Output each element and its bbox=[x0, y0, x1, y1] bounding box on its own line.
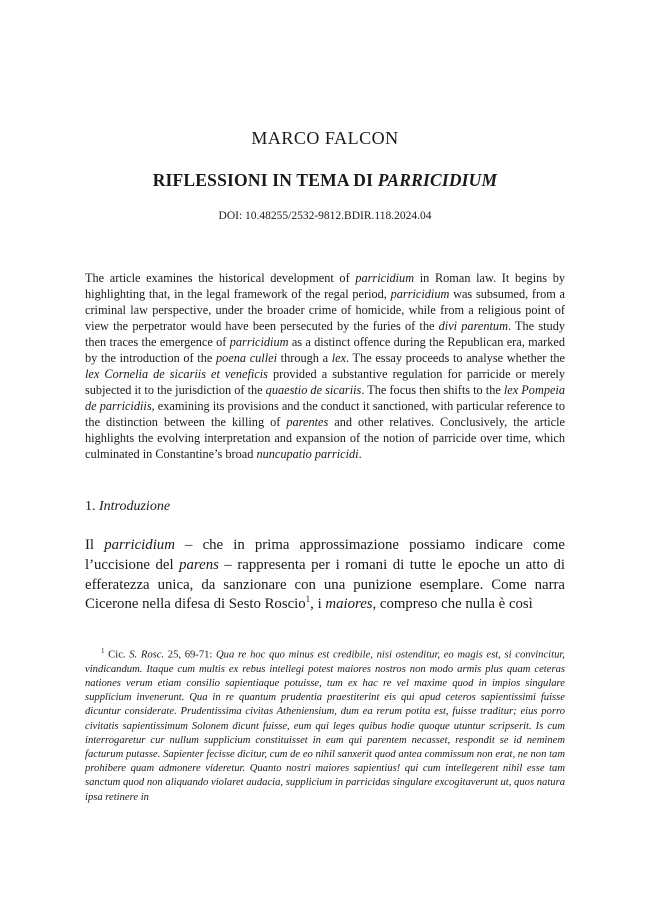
abstract-italic: parricidium bbox=[355, 271, 415, 285]
abstract-italic: parricidium bbox=[229, 335, 289, 349]
abstract-text: through a bbox=[277, 351, 332, 365]
abstract-italic: lex Pompeia de parricidiis bbox=[85, 383, 565, 413]
body-text: – che in prima approssimazione possiamo indicare come l’uccisione del bbox=[85, 537, 565, 573]
body-italic: parricidium bbox=[104, 537, 175, 553]
abstract-italic: divi parentum bbox=[438, 319, 508, 333]
abstract-italic: parricidium bbox=[390, 287, 450, 301]
abstract-text: provided a substantive regulation for parricide or merely subjected it to the jurisdiction of the bbox=[85, 367, 565, 397]
abstract bbox=[85, 270, 565, 462]
title-italic: PARRICIDIUM bbox=[377, 170, 498, 190]
doi-line: DOI: 10.48255/2532-9812.BDIR.118.2024.04 bbox=[218, 210, 432, 222]
body-text: , compreso che nulla è così bbox=[372, 596, 533, 613]
abstract-text: . The essay proceeds to analyse whether the bbox=[346, 351, 566, 365]
title-text: RIFLESSIONI IN TEMA DI bbox=[152, 170, 378, 190]
abstract-text: . The focus then shifts to the bbox=[361, 383, 504, 397]
body-text: Il bbox=[85, 537, 105, 553]
abstract-text: and other relatives. Conclusively, the article highlights the evolving interpretation and expansion of the notion of parricide over time, which culminated in Constantine’s broad bbox=[85, 415, 565, 461]
body-italic: maiores bbox=[325, 596, 373, 613]
body-paragraph bbox=[85, 536, 565, 615]
body-text: – rappresenta per i romani di tutte le epoche un atto di efferatezza unica, da sanzionare con una punizione esemplare. Come narra Cicerone nella difesa di Sesto Roscio bbox=[85, 556, 565, 613]
abstract-text: The article examines the historical development of bbox=[85, 271, 356, 285]
author-name: MARCO FALCON bbox=[251, 128, 399, 148]
abstract-text: was subsumed, from a criminal law perspective, under the broader crime of homicide, while from a religious point of view the perpetrator would have been persecuted by the furies of the bbox=[85, 287, 566, 333]
abstract-italic: quaestio de sicariis bbox=[265, 383, 362, 397]
section-heading bbox=[85, 499, 170, 515]
article-title bbox=[0, 170, 650, 191]
abstract-text: in Roman law. It begins by highlighting that, in the legal framework of the regal period, bbox=[85, 271, 565, 301]
footnote-ref-number: 25, 69-71: bbox=[164, 649, 217, 661]
section-number: 1. bbox=[85, 499, 99, 514]
body-text: , i bbox=[310, 596, 326, 613]
abstract-italic: lex Cornelia de sicariis et veneficis bbox=[85, 367, 268, 381]
footnote-ref: Cic. bbox=[104, 649, 130, 661]
footnote-text: Qua re hoc quo minus est credibile, nisi ostenditur, eo magis est, si convincitur, vindicandum. Itaque cum multis ex rebus intellegi potest maiores nostros non modo armis plus quam ceteras nationes verum etiam consilio sapientiaque potuisse, tum ex hac re vel maxime quod in impios singulare supplicium invenerunt. Qua in re quantum prudentia praestiterint eis qui apud ceteros sapientissimi fuisse dicuntur considerate. Prudentissima civitas Atheniensium, dum ea rerum potita est, fuisse traditur; eius porro civitatis sapientissimum Solonem dicunt fuisse, eum qui leges quibus hodie quoque utuntur scripserit. Is cum interrogaretur cur nullum supplicium constituisset in eum qui parentem necasset, respondit se id neminem facturum putasse. Sapienter fecisse dicitur, cum de eo nihil sanxerit quod antea commissum non erat, ne non tam prohibere quam admonere videretur. Quanto nostri maiores sapientius! qui cum intellegerent nihil esse tam sanctum quod non aliquando violaret audacia, supplicium in parricidas singulare excogitaverunt ut, quos natura ipsa retinere in bbox=[85, 649, 565, 803]
abstract-text: . The study then traces the emergence of bbox=[85, 319, 565, 349]
footnote-ref-italic: S. Rosc. bbox=[129, 649, 165, 661]
footnote-reference[interactable]: 1 bbox=[305, 594, 311, 605]
abstract-italic: poena cullei bbox=[215, 351, 278, 365]
abstract-text: , examining its provisions and the conduct it sanctioned, with particular reference to the distinction between the killing of bbox=[85, 399, 565, 429]
footnote-marker: 1 bbox=[101, 647, 105, 655]
abstract-italic: parentes bbox=[286, 415, 329, 429]
footnote bbox=[85, 644, 565, 805]
section-title: Introduzione bbox=[99, 499, 171, 514]
abstract-italic: nuncupatio parricidi bbox=[256, 447, 359, 461]
abstract-italic: lex bbox=[331, 351, 347, 365]
abstract-text: . bbox=[358, 447, 362, 461]
abstract-text: as a distinct offence during the Republican era, marked by the introduction of the bbox=[85, 335, 565, 365]
body-italic: parens bbox=[179, 556, 219, 573]
